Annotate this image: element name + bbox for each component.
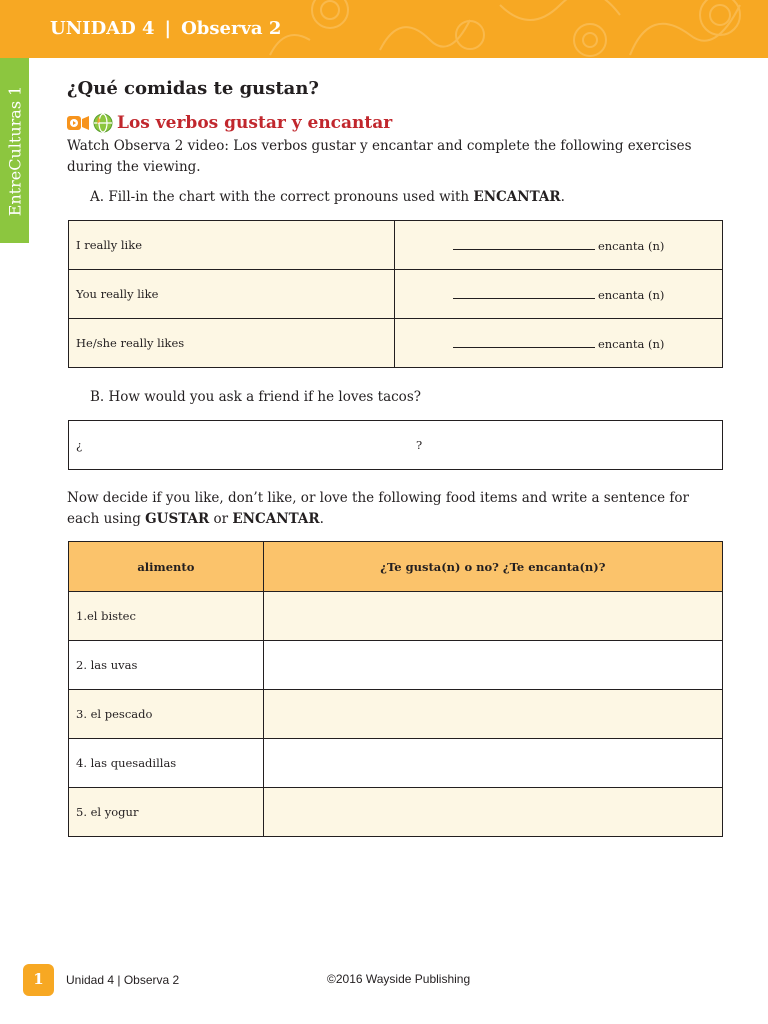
table-row (69, 270, 723, 319)
exercise-b-instructions: B. How would you ask a friend if he loves tacos? (90, 389, 421, 405)
answer-cell[interactable] (263, 739, 722, 788)
food-instructions (67, 488, 717, 530)
food-table (68, 541, 723, 837)
spanish-verb: encanta (n) (597, 336, 665, 351)
globe-icon (93, 113, 113, 133)
page-number-badge: 1 (23, 964, 54, 996)
table-row (69, 739, 723, 788)
answer-cell[interactable] (263, 592, 722, 641)
food-item: 5. el yogur (69, 788, 264, 837)
food-instructions-text: Now decide if you like, don’t like, or love the following food items and write a sentence for each using (67, 490, 689, 527)
close-question-mark: ? (416, 438, 423, 452)
pronoun-chart (68, 220, 723, 368)
table-row (69, 421, 723, 470)
table-row (69, 319, 723, 368)
exercise-a-bold: ENCANTAR (473, 189, 561, 205)
page-header (0, 0, 768, 58)
side-tab (0, 58, 29, 243)
table-row (69, 788, 723, 837)
section-heading (67, 113, 392, 133)
exercise-a-end: . (560, 189, 565, 205)
header-title (50, 18, 281, 39)
header-section: Observa 2 (181, 18, 282, 39)
table-row (69, 690, 723, 739)
open-question-mark: ¿ (76, 438, 83, 452)
answer-cell[interactable] (263, 690, 722, 739)
answer-blank[interactable] (453, 238, 595, 250)
spanish-verb: encanta (n) (597, 287, 665, 302)
answer-cell[interactable] (263, 641, 722, 690)
section-title: Los verbos gustar y encantar (117, 113, 393, 133)
spanish-verb: encanta (n) (597, 238, 665, 253)
column-header-food: alimento (69, 542, 264, 592)
food-item: 1.el bistec (69, 592, 264, 641)
footer-unit-label: Unidad 4 | Observa 2 (66, 973, 180, 987)
table-header-row (69, 542, 723, 592)
header-unit: UNIDAD 4 (50, 18, 155, 39)
gustar-bold: GUSTAR (145, 511, 210, 527)
english-cell: He/she really likes (69, 319, 395, 368)
table-row (69, 221, 723, 270)
encantar-bold: ENCANTAR (232, 511, 320, 527)
answer-blank[interactable] (453, 287, 595, 299)
answer-cell (395, 319, 723, 368)
header-separator: | (164, 18, 172, 39)
footer-copyright: ©2016 Wayside Publishing (327, 972, 471, 986)
side-tab-label: EntreCulturas 1 (5, 85, 24, 216)
table-row (69, 592, 723, 641)
table-row (69, 641, 723, 690)
english-cell: You really like (69, 270, 395, 319)
food-instructions-mid: or (209, 511, 233, 527)
column-header-opinion: ¿Te gusta(n) o no? ¿Te encanta(n)? (263, 542, 722, 592)
food-item: 4. las quesadillas (69, 739, 264, 788)
page-title: ¿Qué comidas te gustan? (67, 78, 319, 99)
answer-cell (395, 270, 723, 319)
question-box (68, 420, 723, 470)
answer-cell (395, 221, 723, 270)
exercise-a-instructions (90, 189, 565, 205)
food-item: 3. el pescado (69, 690, 264, 739)
intro-text: Watch Observa 2 video: Los verbos gustar y encantar and complete the following exercises during the viewing. (67, 138, 692, 175)
answer-cell[interactable] (263, 788, 722, 837)
video-icon (67, 115, 89, 131)
answer-blank[interactable] (453, 336, 595, 348)
english-cell: I really like (69, 221, 395, 270)
question-answer-cell[interactable] (69, 421, 723, 470)
food-instructions-end: . (319, 511, 324, 527)
food-item: 2. las uvas (69, 641, 264, 690)
exercise-a-text: A. Fill-in the chart with the correct pronouns used with (90, 189, 474, 205)
